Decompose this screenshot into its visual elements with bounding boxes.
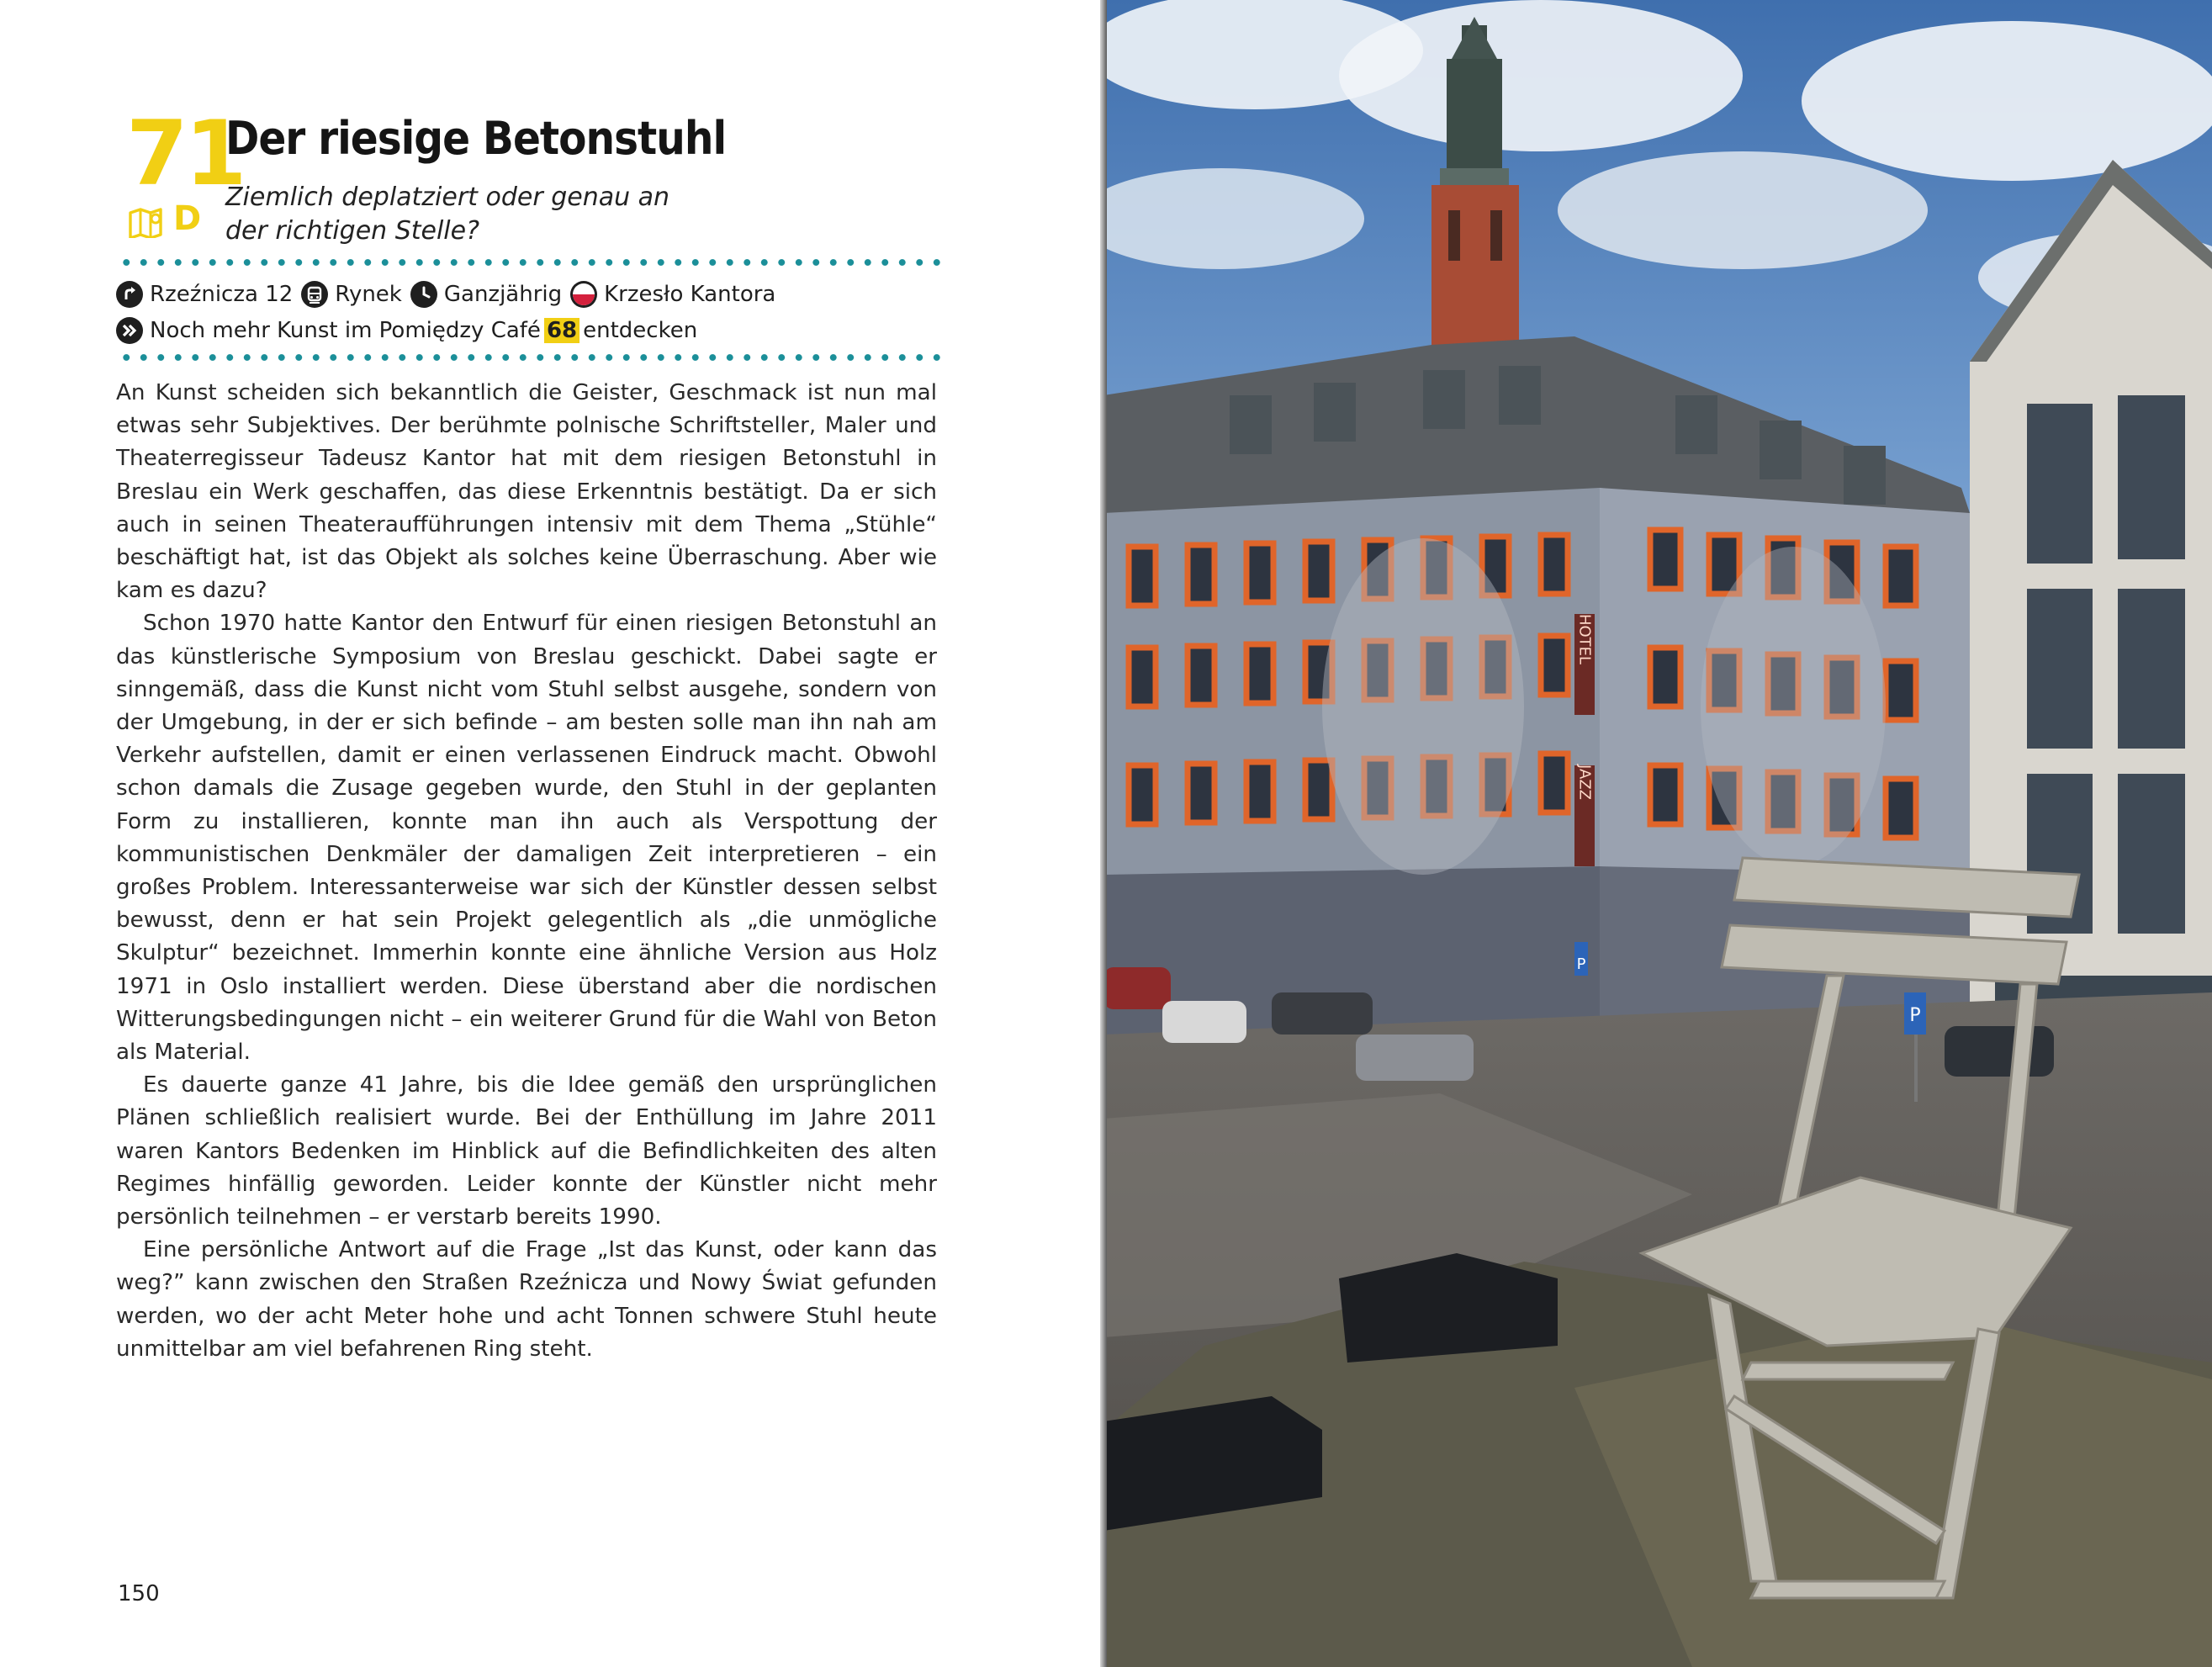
jazz-sign: JAZZ [1575, 765, 1594, 800]
right-page-photo [1103, 0, 2212, 1667]
article-body [116, 377, 937, 1366]
double-chevron-icon [116, 317, 143, 344]
book-gutter [1100, 0, 1107, 1667]
tip-text-after: entdecken [583, 318, 698, 343]
address-text: Rzeźnicza 12 [150, 282, 294, 307]
page-number: 150 [118, 1581, 160, 1606]
paragraph: Es dauerte ganze 41 Jahre, bis die Idee gemäß den ursprünglichen Plänen schließlich realisiert wurde. Bei der Enthüllung im Jahre 2011 waren Kantors Bedenken im Hinblick auf die Befindlichkeiten des alten Regimes hinfällig geworden. Leider konnte der Künstler nicht mehr persönlich teilnehmen – er verstarb bereits 1990. [116, 1072, 937, 1230]
map-icon [128, 208, 170, 238]
parking-sign: P [1909, 1005, 1921, 1026]
entry-number: 71 [126, 102, 244, 205]
tip-text-before: Noch mehr Kunst im Pomiędzy Café [150, 318, 541, 343]
paragraph: Eine persönliche Antwort auf die Frage „Ist das Kunst, oder kann das weg?” kann zwischen den Straßen Rzeźnicza und Nowy Świat gefunden werden, wo der acht Meter hohe und acht Tonnen schwere Stuhl heute unmittelbar am viel befahrenen Ring steht. [116, 1237, 937, 1362]
dotted-divider-bottom [118, 353, 944, 362]
entry-title: Der riesige Betonstuhl [225, 112, 727, 165]
info-row [116, 278, 775, 311]
transit-stop-text: Rynek [335, 282, 402, 307]
parking-sign: P [1576, 955, 1586, 973]
clock-icon [410, 281, 437, 308]
tip-reference-badge: 68 [544, 318, 579, 343]
address-arrow-icon [116, 281, 143, 308]
tram-icon [301, 281, 328, 308]
paragraph: An Kunst scheiden sich bekanntlich die Geister, Geschmack ist nun mal etwas sehr Subjektives. Der berühmte polnische Schriftsteller, Maler und Theaterregisseur Tadeusz Kantor hat mit dem riesigen Betonstuhl in Breslau ein Werk geschaffen, das diese Erkenntnis bestätigt. Da er sich auch in seinen Theateraufführungen intensiv mit dem Thema „Stühle“ beschäftigt hat, ist das Objekt als solches keine Überraschung. Aber wie kam es dazu? [116, 380, 937, 604]
map-grid-letter: D [173, 199, 202, 238]
left-page [0, 0, 1103, 1667]
dotted-divider-top [118, 258, 944, 267]
polish-flag-icon [570, 281, 597, 308]
tip-row [116, 314, 697, 347]
hotel-sign: HOTEL [1575, 613, 1594, 665]
street-photo-illustration [1103, 0, 2212, 1667]
entry-subtitle: Ziemlich deplatziert oder genau an der richtigen Stelle? [225, 183, 670, 246]
opening-hours-text: Ganzjährig [443, 282, 563, 307]
paragraph: Schon 1970 hatte Kantor den Entwurf für einen riesigen Betonstuhl an das künstlerische Symposium von Breslau geschickt. Dabei sagte er sinngemäß, dass die Kunst nicht vom Stuhl selbst ausgehe, sondern von der Umgebung, in der er sich befinde – am besten solle man ihn nah am Verkehr aufstellen, damit er einen verlassenen Eindruck macht. Obwohl schon damals die Zusage gegeben wurde, den Stuhl in der geplanten Form zu installieren, konnte man ihn auch als Verspottung der kommunistischen Denkmäler der damaligen Zeit interpretieren – ein großes Problem. Interessanterweise war sich der Künstler dessen selbst bewusst, denn er hat sein Projekt gelegentlich als „die unmögliche Skulptur“ bezeichnet. Immerhin konnte eine ähnliche Version aus Holz 1971 in Oslo installiert werden. Diese überstand aber die nordischen Witterungsbedingungen nicht – ein weiterer Grund für die Wahl von Beton als Material. [116, 611, 937, 1066]
polish-name-text: Krzesło Kantora [604, 282, 776, 307]
